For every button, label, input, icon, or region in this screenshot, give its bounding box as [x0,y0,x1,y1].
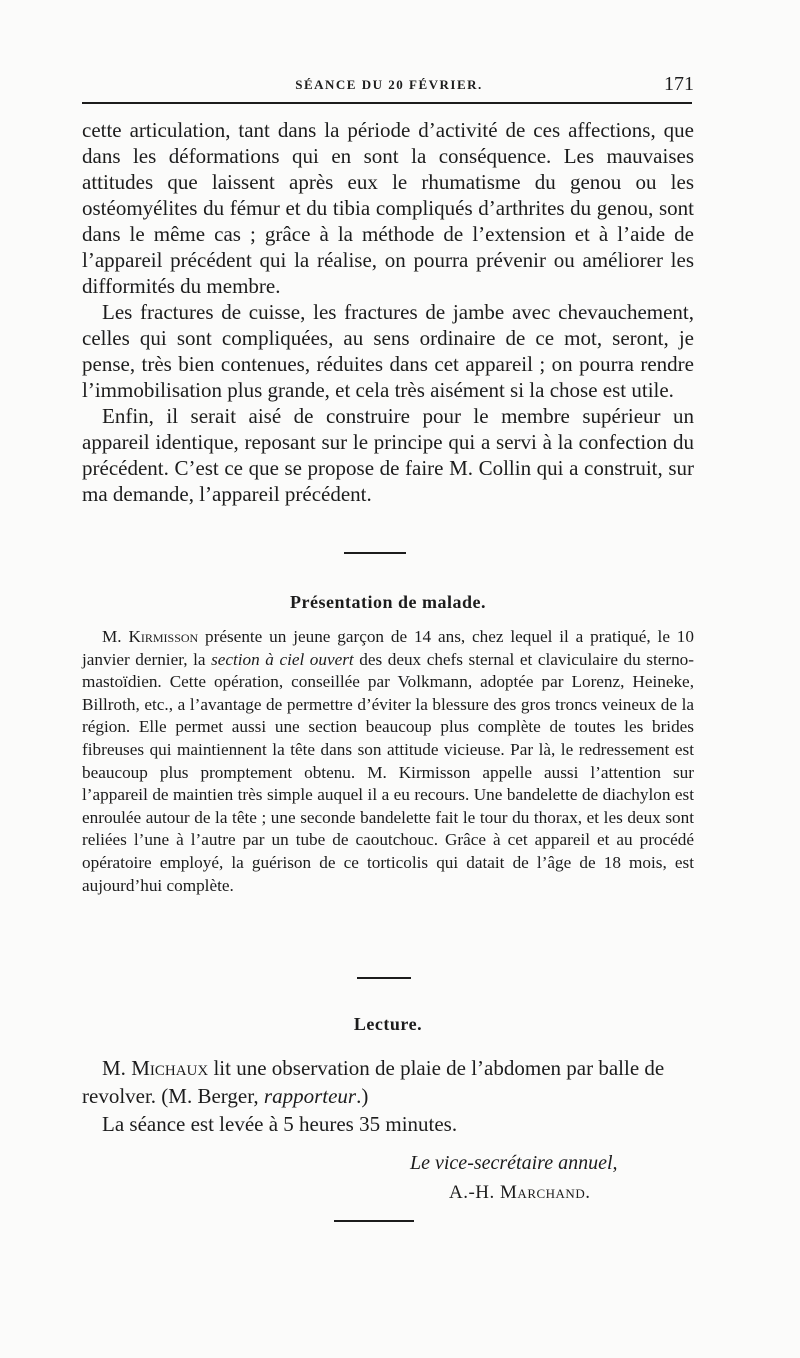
presentation-text-2: des deux chefs sternal et claviculaire du sterno-mastoïdien. Cette opération, conseillée par Volkmann, adoptée par Lorenz, Heineke, Billroth, etc., a l’avantage de permettre d’éviter la blessure des gros troncs veineux de la région. Elle permet aussi une section beaucoup plus complète de toutes les brides fibreuses qui maintiennent la tête dans son attitude vicieuse. Par là, le redressement est beaucoup plus promptement obtenu. M. Kirmisson appelle aussi l’attention sur l’appareil de maintien très simple auquel il a eu recours. Une bandelette de diachylon est enroulée autour de la tête ; une seconde bandelette fait le tour du thorax, et les deux sont reliées l’une à l’autre par un tube de caoutchouc. Grâce à cet appareil et au procédé opératoire employé, la guérison de ce torticolis qui datait de l’âge de 18 mois, est aujourd’hui complète. [82,649,695,895]
body-paragraph-3: Enfin, il serait aisé de construire pour le membre supérieur un appareil identique, reposant sur le principe qui a servi à la confection du précédent. C’est ce que se propose de faire M. Collin qui a construit, sur ma demande, l’appareil précédent. [82,404,694,506]
lecture-author: Michaux [131,1056,209,1080]
page-number: 171 [664,73,694,95]
lecture-section [82,1054,694,1138]
presentation-italic: section à ciel ouvert [211,649,354,669]
header-rule [82,102,692,104]
running-title: SÉANCE DU 20 FÉVRIER. [295,77,483,92]
presentation-author: Kirmisson [128,627,199,646]
body-paragraph-1: cette articulation, tant dans la période d’activité de ces affections, que dans les déformations qui en sont la conséquence. Les mauvaises attitudes que laissent après eux le rhumatisme du genou ou les ostéomyélites du fémur et du tibia compliqués d’arthrites du genou, sont dans le même cas ; grâce à la méthode de l’extension et à l’aide de l’appareil précédent qui la réalise, on pourra prévenir ou améliorer les difformités du membre. [82,118,694,298]
presentation-text-1: présente un jeune garçon de 14 ans, chez lequel il a pratiqué, le 10 janvier dernier, la [82,627,694,669]
closing-paragraph: La séance est levée à 5 heures 35 minutes. [102,1112,458,1136]
signature-surname: Marchand. [500,1182,591,1203]
signature-name [449,1182,590,1204]
lecture-text-2: .) [356,1084,369,1108]
page-header [82,74,696,96]
section-divider-2 [357,977,411,979]
section-divider-1 [344,552,406,554]
presentation-heading: Présentation de malade. [290,592,486,612]
lecture-italic: rapporteur [263,1084,357,1108]
presentation-section [82,626,694,897]
section-divider-3 [334,1220,414,1222]
presentation-paragraph [82,626,694,897]
presentation-author-prefix: M. [102,627,129,646]
lecture-text-1: lit une observation de plaie de l’abdomen par balle de revolver. (M. Berger, [82,1056,665,1108]
signature-name-prefix: A.-H. [449,1182,501,1203]
body-paragraph-2: Les fractures de cuisse, les fractures de jambe avec chevauchement, celles qui sont compliquées, au sens ordinaire de ce mot, seront, je pense, très bien contenues, réduites dans cet appareil ; on pourra rendre l’immobilisation plus grande, et cela très aisément si la chose est utile. [82,300,694,402]
main-body-text [82,117,694,507]
lecture-heading: Lecture. [353,1014,423,1034]
signature-title: Le vice-secrétaire annuel, [410,1152,618,1174]
lecture-author-prefix: M. [102,1056,132,1080]
lecture-paragraph [82,1054,694,1110]
